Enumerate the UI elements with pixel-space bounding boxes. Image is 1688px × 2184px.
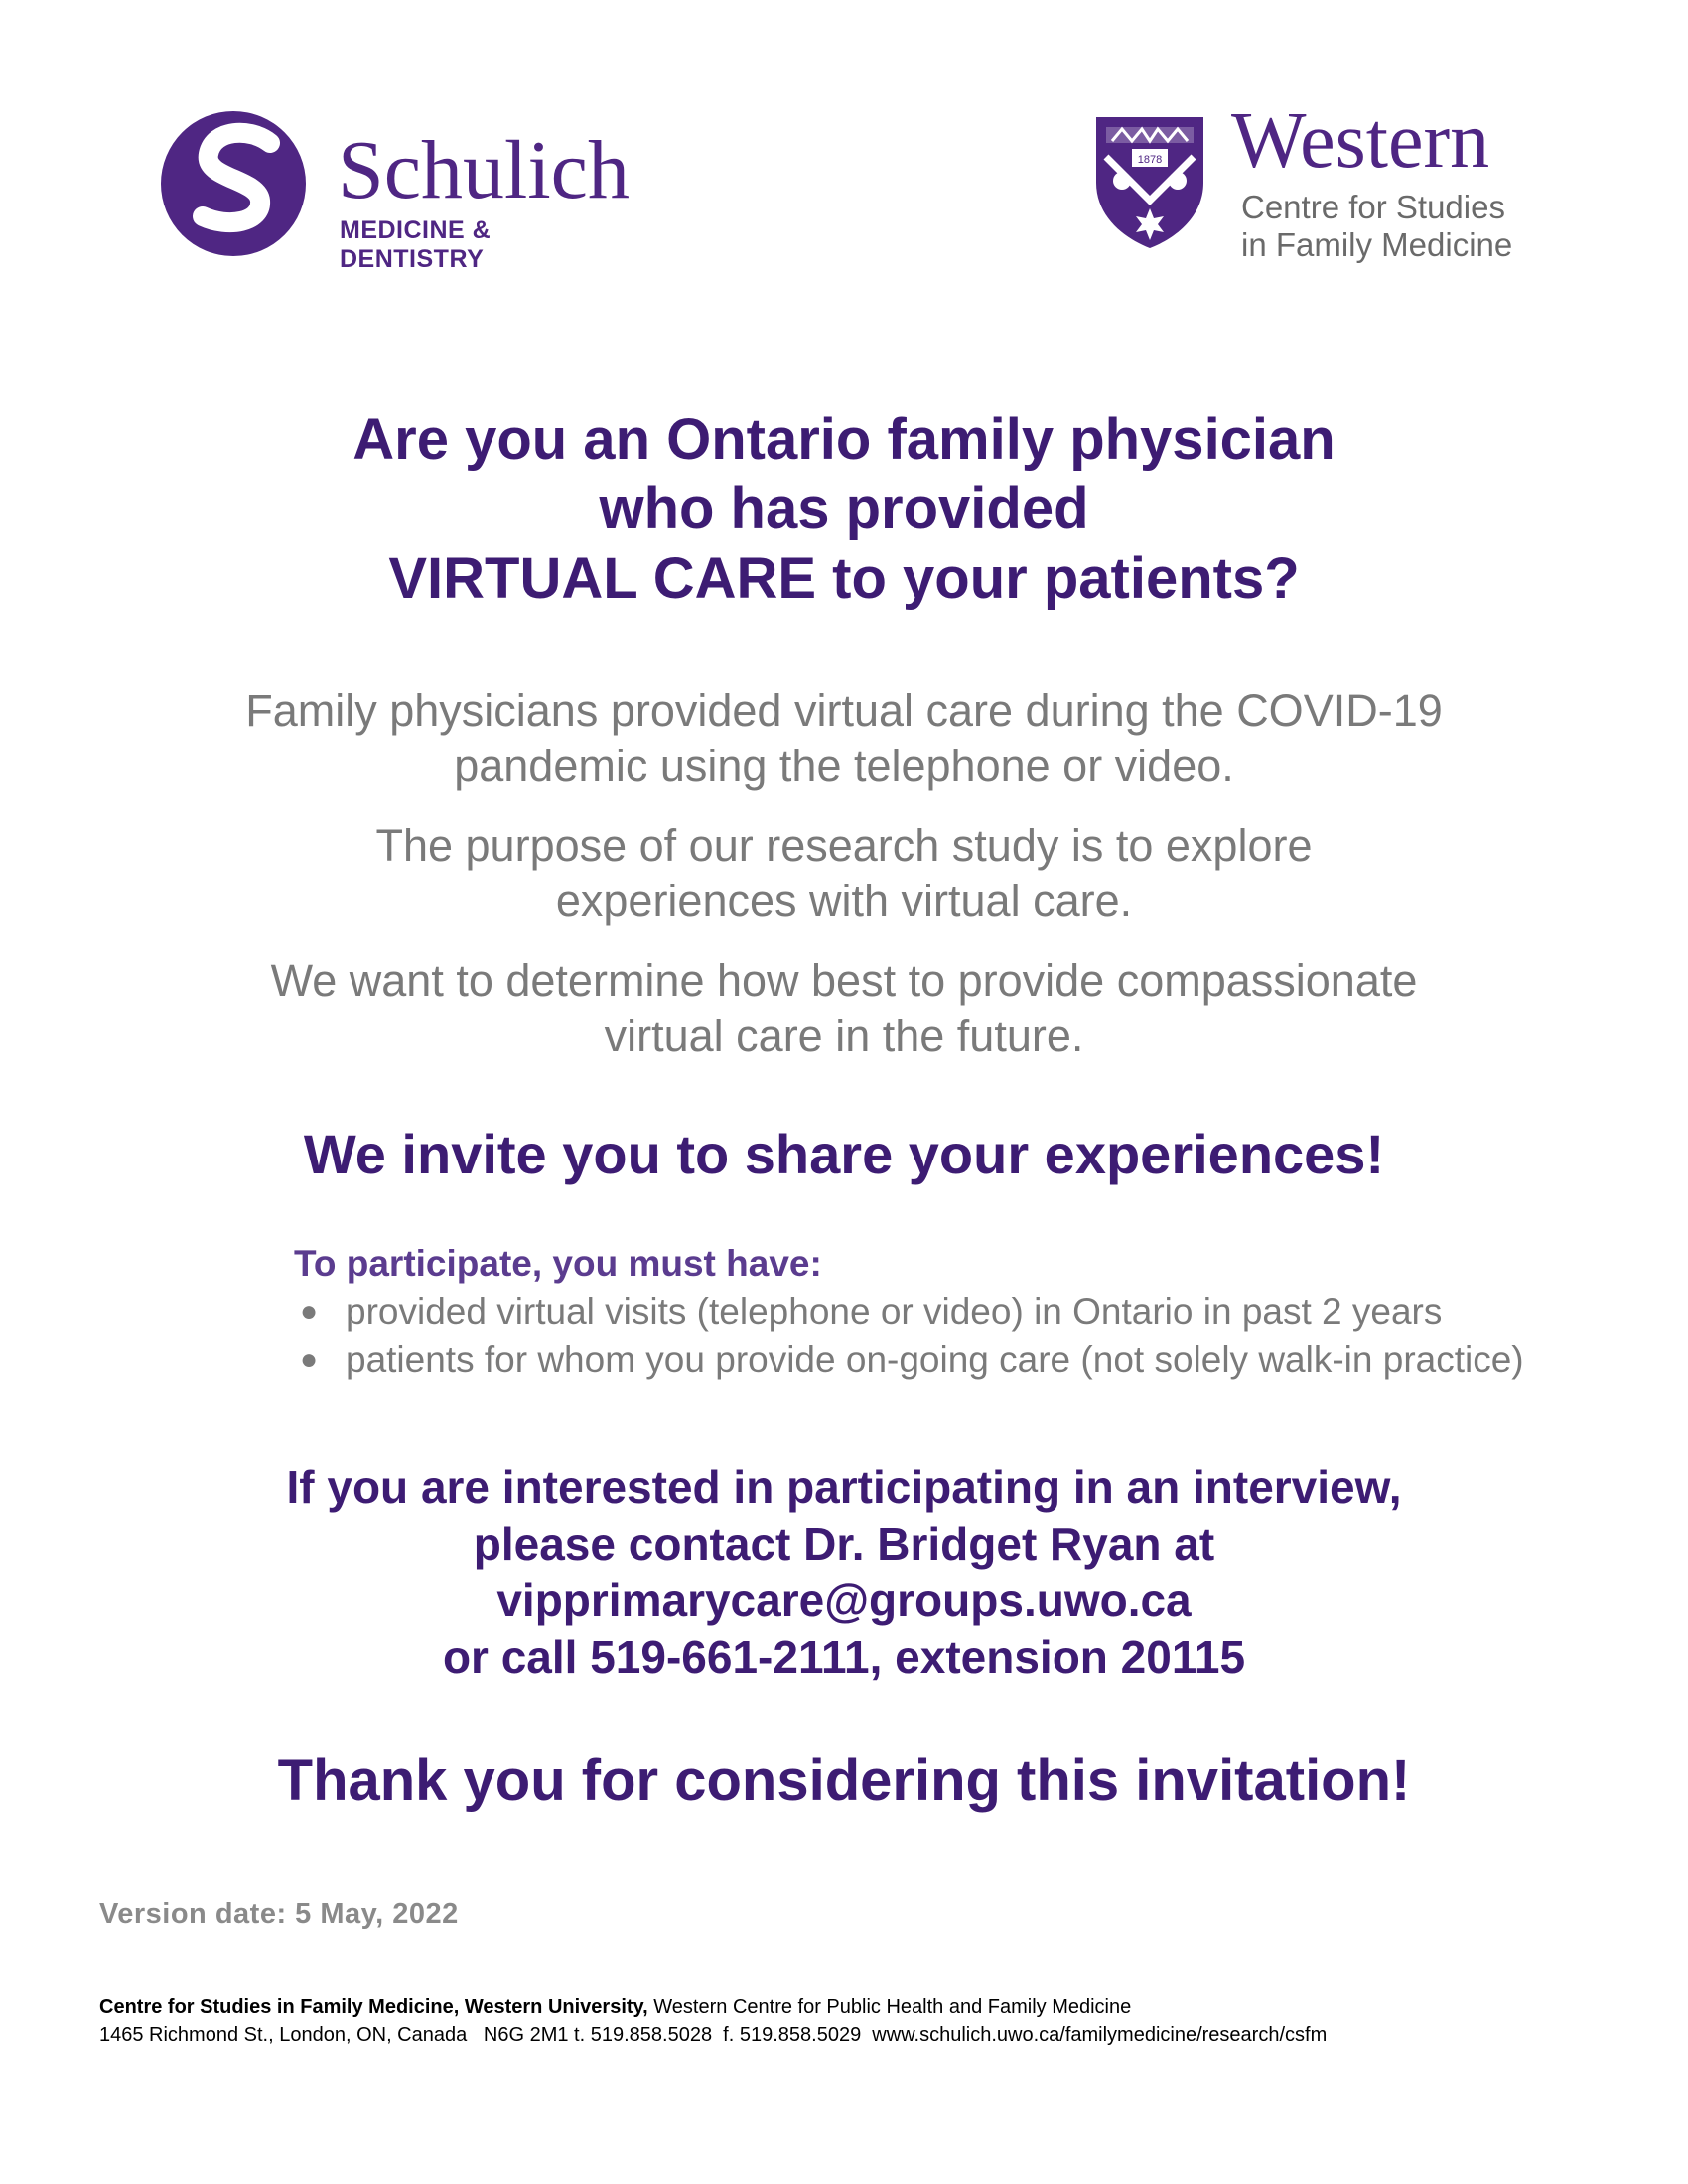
intro-paragraph [0,818,1688,929]
western-subtitle-line1: Centre for Studies [1241,189,1505,225]
intro-line: The purpose of our research study is to explore [375,820,1313,871]
invite-heading: We invite you to share your experiences! [303,1123,1385,1185]
headline-line: Are you an Ontario family physician [352,407,1336,472]
contact-email[interactable]: vipprimarycare@groups.uwo.ca [496,1574,1192,1626]
schulich-subtitle: MEDICINE & DENTISTRY [340,216,492,273]
intro-line: Family physicians provided virtual care during the COVID-19 [245,685,1443,736]
schulich-s-icon [159,109,308,258]
footer-org-rest: Western Centre for Public Health and Family Medicine [647,1996,1132,2018]
contact-phone: or call 519-661-2111, extension 20115 [442,1631,1246,1683]
requirement-text: patients for whom you provide on-going care (not solely walk-in practice) [346,1339,1524,1380]
thanks-heading: Thank you for considering this invitation! [277,1748,1411,1813]
requirements [294,1243,1605,1384]
crest-year: 1878 [1137,154,1163,166]
contact-line: If you are interested in participating in an interview, [286,1461,1402,1513]
headline-line: who has provided [599,477,1089,541]
requirement-text: provided virtual visits (telephone or video) in Ontario in past 2 years [346,1292,1443,1332]
intro-paragraph [0,683,1688,794]
contact-block [0,1459,1688,1686]
schulich-wordmark: Schulich [338,124,630,216]
contact-line: please contact Dr. Bridget Ryan at [473,1518,1215,1570]
western-logo [1092,97,1549,268]
headline [0,405,1688,614]
intro-line: pandemic using the telephone or video. [454,741,1234,791]
intro-line: experiences with virtual care. [555,876,1133,926]
intro-line: virtual care in the future. [604,1011,1084,1061]
footer-address: 1465 Richmond St., London, ON, Canada N6G 2M1 t. 519.858.5028 f. 519.858.5029 www.schulich.uwo.ca/familymedicine/research/csfm [99,2024,1328,2046]
intro-line: We want to determine how best to provide compassionate [270,955,1418,1006]
bullet-icon: ● [300,1296,319,1328]
version-date: Version date: 5 May, 2022 [99,1898,459,1930]
headline-line: VIRTUAL CARE to your patients? [388,546,1300,611]
footer-org [99,1993,1327,2021]
schulich-logo [159,107,635,273]
list-item [294,1336,1605,1384]
intro-paragraph [0,953,1688,1064]
western-crest-icon [1092,113,1207,252]
western-subtitle-line2: in Family Medicine [1241,226,1513,263]
footer [99,1993,1327,2049]
western-wordmark: Western [1231,97,1490,185]
footer-org-bold: Centre for Studies in Family Medicine, Western University, [99,1996,648,2018]
list-item [294,1289,1605,1336]
bullet-icon: ● [300,1343,319,1376]
requirements-title: To participate, you must have: [294,1243,822,1284]
